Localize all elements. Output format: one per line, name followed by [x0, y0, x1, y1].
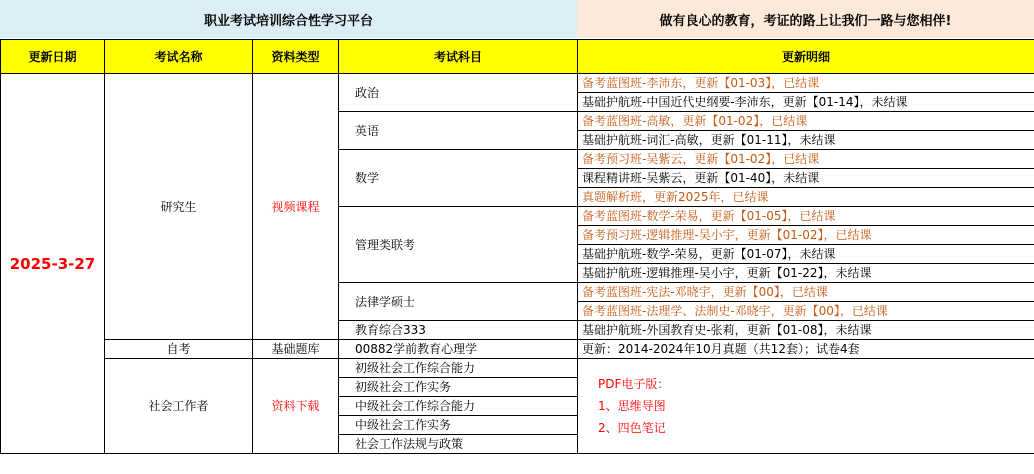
update-table: [0, 39, 1034, 454]
table-row: [1, 359, 1034, 378]
col-header-exam: 考试名称: [105, 40, 253, 74]
subject-math: 数学: [339, 150, 578, 207]
detail-mgmt-2: 备考预习班-逻辑推理-吴小宇，更新【01-02】，已结课: [578, 226, 1034, 245]
subject-mgmt: 管理类联考: [339, 207, 578, 283]
subject-social-3: 中级社会工作综合能力: [339, 397, 578, 416]
pdf-title: PDF电子版：: [598, 377, 670, 391]
subject-politics: 政治: [339, 74, 578, 112]
detail-self-study: 更新：2014-2024年10月真题（共12套）；试卷4套: [578, 340, 1034, 359]
detail-mgmt-3: 基础护航班-数学-荣易，更新【01-07】，未结课: [578, 245, 1034, 264]
type-graduate: 视频课程: [253, 74, 339, 340]
detail-math-1: 备考预习班-吴紫云，更新【01-02】，已结课: [578, 150, 1034, 169]
subject-social-5: 社会工作法规与政策: [339, 435, 578, 454]
detail-mgmt-1: 备考蓝图班-数学-荣易，更新【01-05】，已结课: [578, 207, 1034, 226]
exam-name-self-study: 自考: [105, 340, 253, 359]
detail-mgmt-4: 基础护航班-逻辑推理-吴小宇，更新【01-22】，未结课: [578, 264, 1034, 283]
subject-social-2: 初级社会工作实务: [339, 378, 578, 397]
type-social-work: 资料下载: [253, 359, 339, 454]
detail-english-2: 基础护航班-词汇-高敏，更新【01-11】，未结课: [578, 131, 1034, 150]
detail-english-1: 备考蓝图班-高敏，更新【01-02】，已结课: [578, 112, 1034, 131]
detail-math-2: 课程精讲班-吴紫云，更新【01-40】，未结课: [578, 169, 1034, 188]
detail-law-2: 备考蓝图班-法理学、法制史-邓晓宇，更新【00】，已结课: [578, 302, 1034, 321]
subject-english: 英语: [339, 112, 578, 150]
subject-self-study: 00882学前教育心理学: [339, 340, 578, 359]
subject-social-4: 中级社会工作实务: [339, 416, 578, 435]
title-bar: [0, 0, 1034, 38]
type-self-study: 基础题库: [253, 340, 339, 359]
col-header-detail: 更新明细: [578, 40, 1034, 74]
exam-name-social-work: 社会工作者: [105, 359, 253, 454]
slogan-title: 做有良心的教育，考证的路上让我们一路与您相伴!: [577, 0, 1034, 38]
update-date: 2025-3-27: [1, 74, 105, 454]
col-header-type: 资料类型: [253, 40, 339, 74]
pdf-item-notes: 2、四色笔记: [598, 421, 666, 435]
detail-politics-1: 备考蓝图班-李沛东，更新【01-03】，已结课: [578, 74, 1034, 93]
table-row: [1, 340, 1034, 359]
pdf-detail: [578, 359, 1034, 454]
subject-edu: 教育综合333: [339, 321, 578, 340]
col-header-date: 更新日期: [1, 40, 105, 74]
table-header-row: [1, 40, 1034, 74]
exam-name-graduate: 研究生: [105, 74, 253, 340]
detail-edu-1: 基础护航班-外国教育史-张莉，更新【01-08】，未结课: [578, 321, 1034, 340]
col-header-subject: 考试科目: [339, 40, 578, 74]
platform-title: 职业考试培训综合性学习平台: [0, 0, 577, 38]
detail-math-3: 真题解析班，更新2025年，已结课: [578, 188, 1034, 207]
subject-law: 法律学硕士: [339, 283, 578, 321]
subject-social-1: 初级社会工作综合能力: [339, 359, 578, 378]
pdf-item-mindmap: 1、思维导图: [598, 399, 666, 413]
detail-law-1: 备考蓝图班-宪法-邓晓宇，更新【00】，已结课: [578, 283, 1034, 302]
table-row: [1, 74, 1034, 93]
detail-politics-2: 基础护航班-中国近代史纲要-李沛东，更新【01-14】，未结课: [578, 93, 1034, 112]
